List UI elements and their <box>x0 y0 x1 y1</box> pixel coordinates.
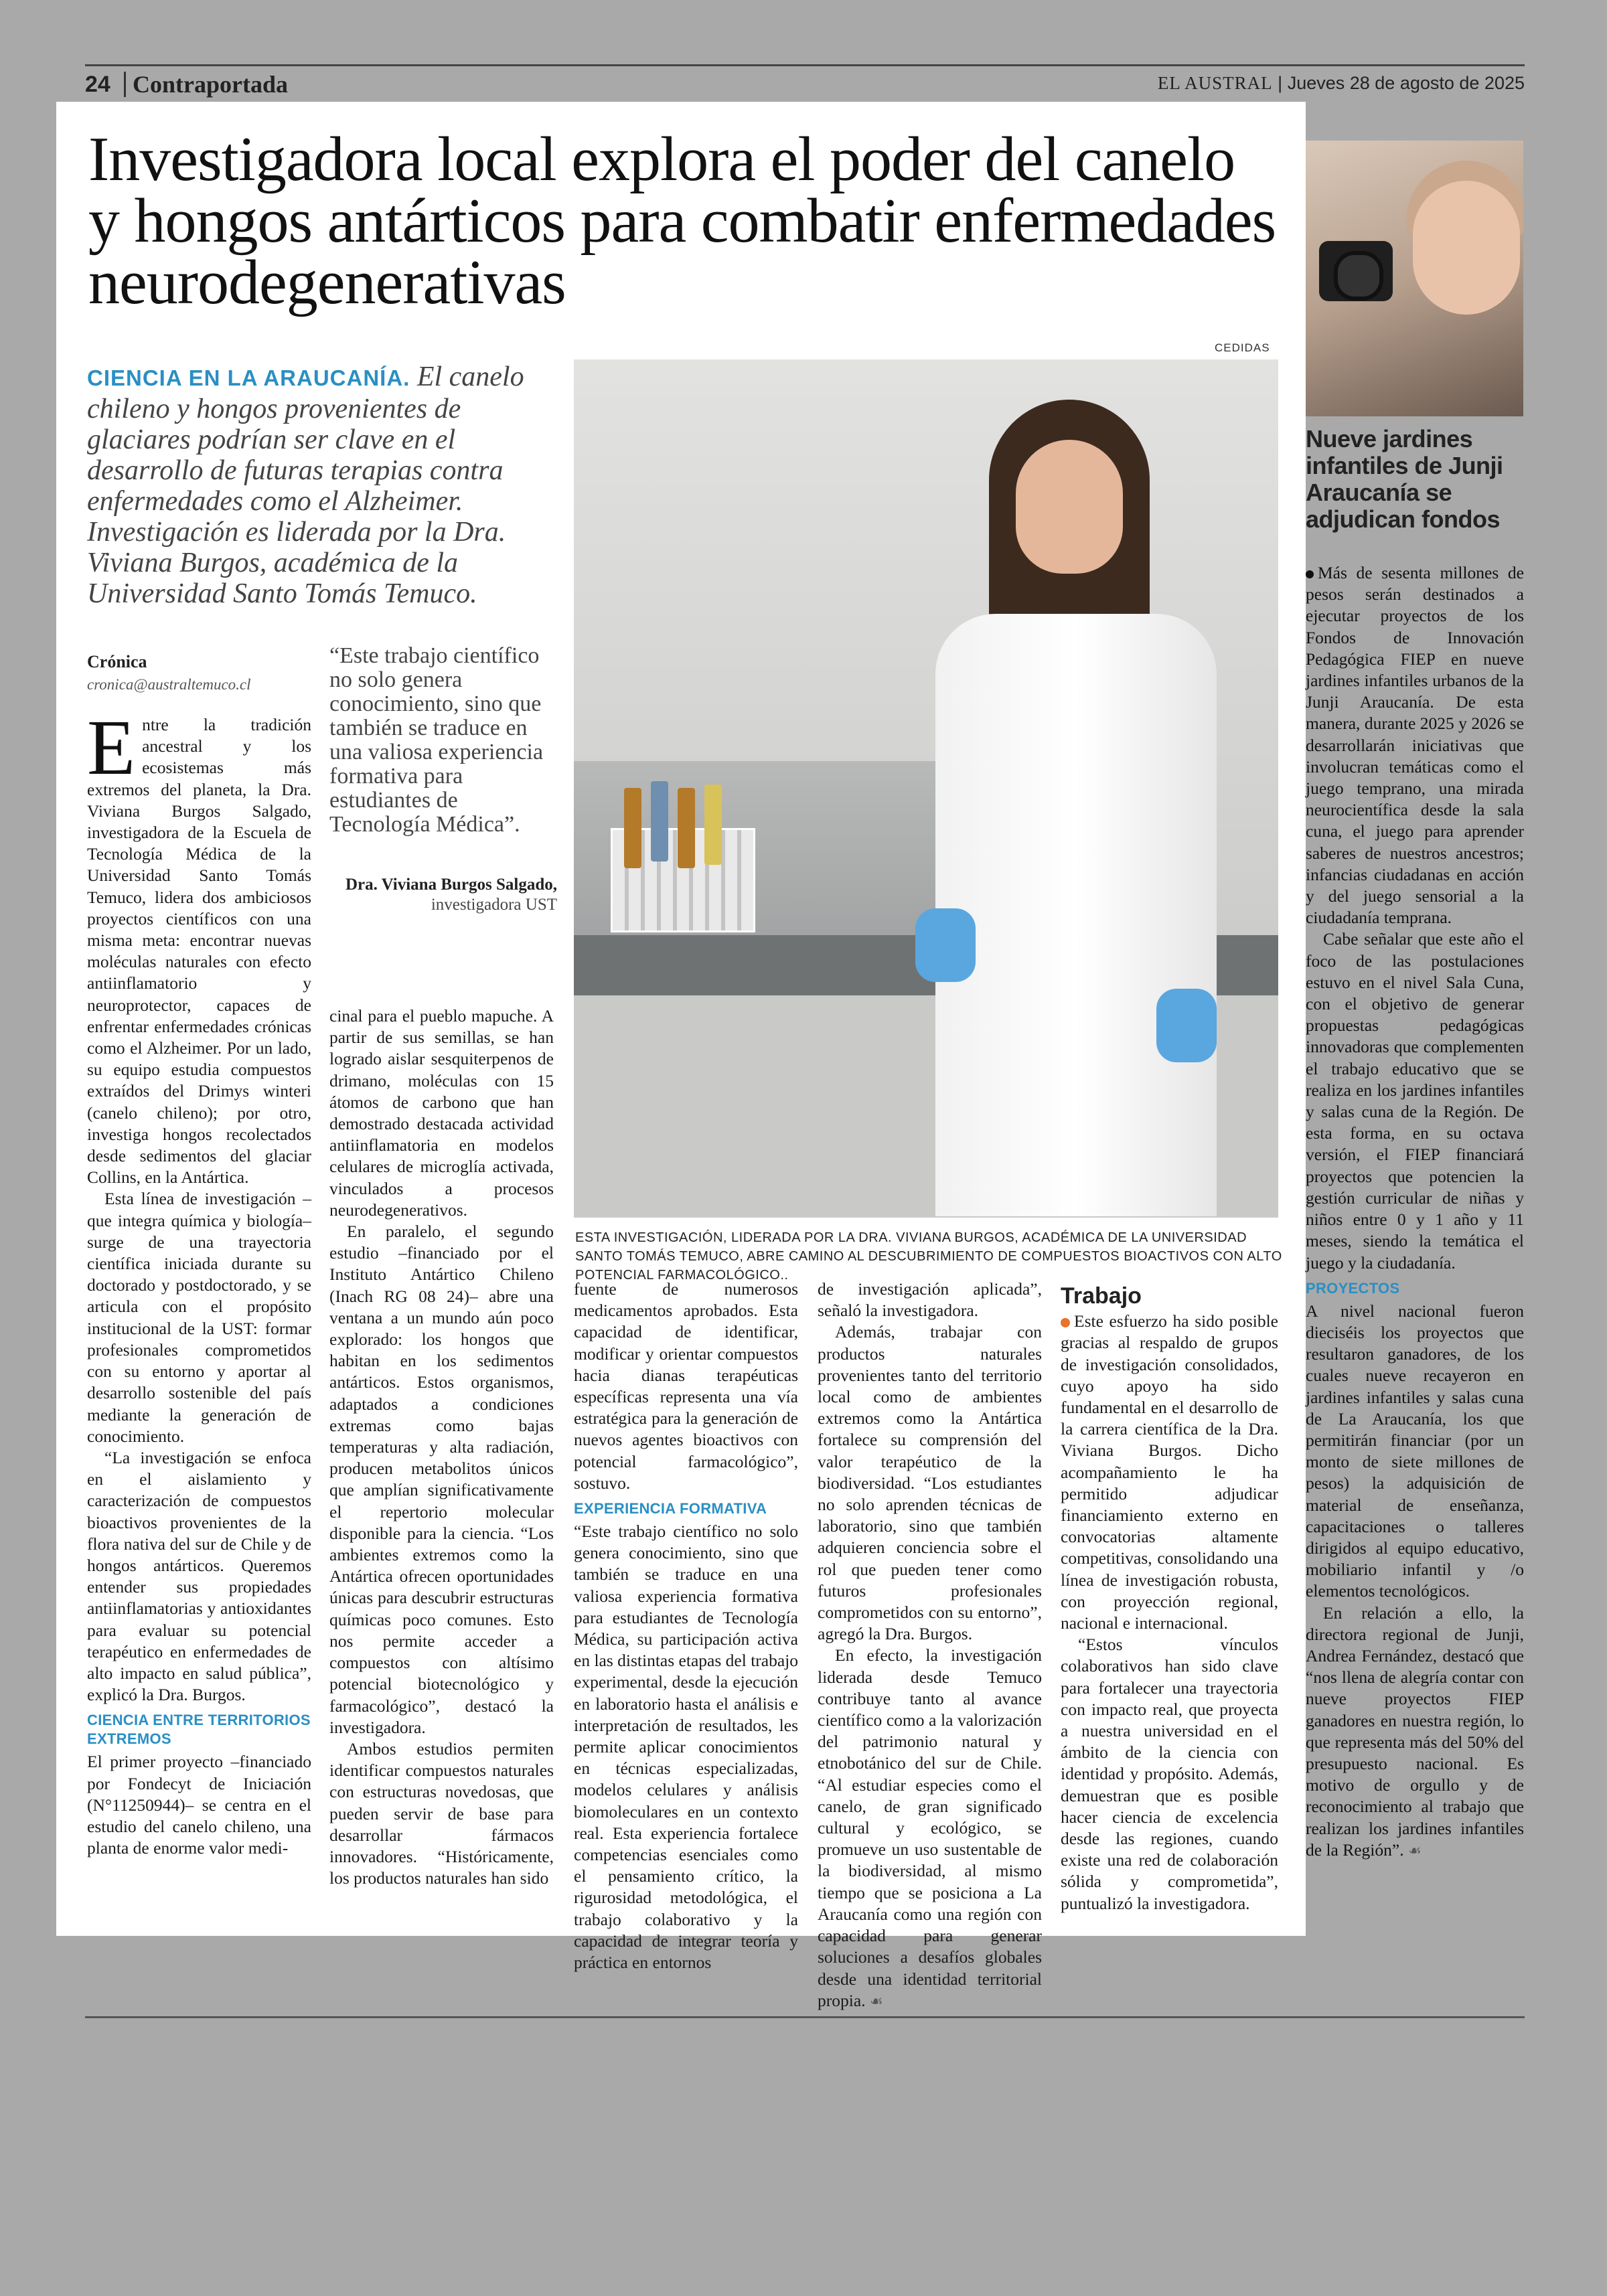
article-paragraph: fuente de numerosos medicamentos aprobados. Esta capacidad de identificar, modificar y orientar compuestos hacia dianas terapéuticas específicas representa una vía estratégica para la generación de nuevos agentes bioactivos con potencial farmacológico”, sostuvo. <box>574 1279 798 1493</box>
paragraph-text: En relación a ello, la directora regional de Junji, Andrea Fernández, destacó que “nos llena de alegría contar con nueve proyectos FIEP ganadores en nuestra región, lo que representa más del 50% del presupuesto nacional. Es motivo de orgullo y de reconocimiento al trabajo que realizan los jardines infantiles de la Región”. <box>1306 1603 1524 1860</box>
photo-researcher <box>935 400 1217 1218</box>
article-paragraph: Esta línea de investigación –que integra química y biología– surge de una trayectoria científica iniciada durante su doctorado y postdoctorado, y se articula con el propósito institucional de la UST: formar profesionales comprometidos con su entorno y aportar al desarrollo sostenible del país mediante la generación de conocimiento. <box>87 1189 311 1446</box>
sidebar-paragraph: Cabe señalar que este año el foco de las postulaciones estuvo en el nivel Sala Cuna, con el objetivo de generar propuestas pedagógicas innovadoras que complementen el trabajo educativo que se realiza en los jardines infantiles y salas cuna de la Región. De esta forma, en su octava versión, el FIEP financiará proyectos que potencien la gestión curricular de niñas y niños entre 0 y 1 año y 11 meses, siendo la temática el juego y la ciudadanía. <box>1306 929 1524 1273</box>
byline-name: Crónica <box>87 652 147 671</box>
paragraph-text: Más de sesenta millones de pesos serán destinados a ejecutar proyectos de los Fondos de Innovación Pedagógica FIEP en nueve jardines infantiles urbanos de la Junji Araucanía. De esta manera, durante 2025 y 2026 se desarrollarán iniciativas que involucran temáticas como el juego temprano, una mirada neurocientífica desde la sala cuna, el juego para aprender saberes de nuestros ancestros; infancias ciudadanas en acción y del juego sensorial a la ciudadanía temprana. <box>1306 563 1524 928</box>
article-paragraph: cinal para el pueblo mapuche. A partir de sus semillas, se han logrado aislar sesquiterpenos de drimano, moléculas con 15 átomos de carbono que han demostrado destacada actividad antiinflamatoria en modelos celulares de microglía activada, vinculados a procesos neurodegenerativos. <box>329 1006 554 1220</box>
newspaper-name: EL AUSTRAL <box>1157 73 1273 93</box>
article-paragraph <box>818 1645 1042 2012</box>
sidebar-subhead-proyectos: PROYECTOS <box>1306 1279 1400 1297</box>
sidebar-paragraph <box>1306 1603 1524 1862</box>
sidebar-paragraph: A nivel nacional fueron dieciséis los proyectos que resultaron ganadores, de los cuales nueve recayeron en jardines infantiles y salas cuna de La Araucanía, los que permitirán financiar (por un monto de siete millones de pesos) la adquisición de material de enseñanza, capacitaciones o talleres dirigidos al equipo educativo, mobiliario infantil y /o elementos tecnológicos. <box>1306 1301 1524 1601</box>
article-paragraph: Ambos estudios permiten identificar compuestos naturales con estructuras novedosas, que pueden servir de base para desarrollar fármacos innovadores. “Históricamente, los productos naturales han sido <box>329 1738 554 1888</box>
subhead-trabajo: Trabajo <box>1061 1283 1142 1309</box>
pull-quote-attribution <box>329 875 557 915</box>
article-column-5 <box>1061 1285 1278 1914</box>
pull-quote: “Este trabajo científico no solo genera conocimiento, sino que también se traduce en una valiosa experiencia formativa para estudiantes de Tecnología Médica”. <box>329 643 544 837</box>
masthead <box>85 64 1525 101</box>
subhead-ciencia-territorios: CIENCIA ENTRE TERRITORIOS EXTREMOS <box>87 1712 311 1748</box>
end-mark-icon: ☙ <box>869 1993 883 2010</box>
photo-lab-coat <box>935 614 1217 1216</box>
sidebar-paragraph <box>1306 562 1524 928</box>
newspaper-info: EL AUSTRAL | Jueves 28 de agosto de 2025 <box>1157 73 1525 93</box>
article-paragraph: “Estos vínculos colaborativos han sido clave para fortalecer una trayectoria con impacto real, que proyecta a nuestra universidad en el ámbito de la ciencia con identidad y propósito. Además, demuestran que es posible hacer ciencia de excelencia desde las regiones, cuando existe una red de colaboración sólida y comprometida”, puntualizó la investigadora. <box>1061 1635 1278 1913</box>
issue-date: Jueves 28 de agosto de 2025 <box>1287 73 1525 93</box>
article-paragraph: de investigación aplicada”, señaló la investigadora. <box>818 1279 1042 1321</box>
paragraph-text: Este esfuerzo ha sido posible gracias al respaldo de grupos de investigación consolidados, cuyo apoyo ha sido fundamental en el desarrollo de la carrera científica de la Dra. Viviana Burgos. Dicho acompañamiento le ha permitido adjudicar financiamiento externo en convocatorias altamente competitivas, consolidando una línea de investigación robusta, con proyección regional, nacional e internacional. <box>1061 1311 1278 1633</box>
end-mark-icon: ☙ <box>1407 1842 1422 1860</box>
photo-tube <box>678 788 695 868</box>
article-photo <box>574 359 1278 1218</box>
drop-cap: E <box>87 704 136 791</box>
article-column-2 <box>329 1005 554 1889</box>
photo-tube <box>704 785 722 865</box>
article-paragraph: Además, trabajar con productos naturales provenientes tanto del territorio local como de ambientes extremos como la Antártica fortalece su comprensión del valor terapéutico de la biodiversidad. “Los estudiantes no solo aprenden técnicas de laboratorio, sino que también adquieren conciencia sobre el rol que pueden tener como futuros profesionales comprometidos con su entorno”, agregó la Dra. Burgos. <box>818 1322 1042 1644</box>
pull-quote-name: Dra. Viviana Burgos Salgado, <box>345 876 557 894</box>
subhead-experiencia-formativa: EXPERIENCIA FORMATIVA <box>574 1500 767 1518</box>
photo-credit: CEDIDAS <box>1215 341 1270 354</box>
sidebar-body <box>1306 562 1524 1862</box>
article-headline: Investigadora local explora el poder del canelo y hongos antárticos para combatir enfermedades neurodegenerativas <box>88 125 1276 317</box>
article-column-3 <box>574 1279 798 1973</box>
page-bottom-rule <box>85 2016 1525 2018</box>
paragraph-text: En efecto, la investigación liderada desde Temuco contribuye tanto al avance científico como a la valorización del patrimonio natural y etnobotánico del sur de Chile. “Al estudiar especies como el canelo, de gran significado cultural y ecológico, se promueve un uso sustentable de la biodiversidad, al mismo tiempo que se posiciona a La Araucanía como una región con capacidad para generar soluciones a desafíos globales desde una identidad territorial propia. <box>818 1645 1042 2010</box>
article-paragraph: “Este trabajo científico no solo genera conocimiento, sino que también se traduce en una valiosa experiencia formativa para estudiantes de Tecnología Médica, su participación activa en las distintas etapas del trabajo experimental, desde la ejecución en laboratorio hasta el análisis e interpretación de resultados, les permite aplicar conocimientos en técnicas especializadas, modelos celulares y análisis biomoleculares en un contexto real. Esta experiencia fortalece competencias esenciales como el pensamiento crítico, la rigurosidad metodológica, el trabajo colaborativo y la capacidad de integrar teoría y práctica en entornos <box>574 1522 798 1973</box>
sidebar-photo-child <box>1413 181 1520 315</box>
article-column-4 <box>818 1279 1042 2013</box>
photo-researcher-face <box>1016 440 1123 574</box>
byline <box>87 652 308 693</box>
lead-text: El canelo chileno y hongos provenientes de glaciares podrían ser clave en el desarrollo de futuras terapias contra enfermedades como el Alzheimer. Investigación es liderada por la Dra. Viviana Burgos, académica de la Universidad Santo Tomás Temuco. <box>87 361 524 609</box>
sidebar-photo <box>1306 141 1523 416</box>
article-paragraph <box>1061 1311 1278 1634</box>
bullet-icon <box>1306 570 1314 578</box>
byline-email: cronica@australtemuco.cl <box>87 676 251 693</box>
lead-kicker: CIENCIA EN LA ARAUCANÍA. <box>87 365 410 390</box>
article-paragraph: El primer proyecto –financiado por Fondecyt de Iniciación (N°11250944)– se centra en el estudio del canelo chileno, una planta de enorme valor medi- <box>87 1752 311 1858</box>
article-paragraph <box>87 704 311 1188</box>
orange-bullet-icon <box>1061 1318 1070 1327</box>
photo-tube <box>651 781 668 862</box>
section-name: Contraportada <box>124 72 288 97</box>
photo-glove <box>915 908 976 982</box>
article-paragraph: En paralelo, el segundo estudio –financiado por el Instituto Antártico Chileno (Inach RG 08 24)– abre una ventana a un mundo aún poco explorado: los hongos que habitan en los sedimentos antárticos. Estos organismos, adaptados a condiciones extremas como bajas temperaturas y alta radiación, producen metabolitos únicos que amplían significativamente el repertorio molecular disponible para la ciencia. “Los ambientes extremos como la Antártica ofrecen oportunidades únicas para descubrir estructuras químicas poco comunes. Esto nos permite acceder a compuestos con altísimo potencial biotecnológico y farmacológico”, destacó la investigadora. <box>329 1222 554 1737</box>
photo-tube <box>624 788 641 868</box>
page-number: 24 <box>85 72 110 97</box>
camera-lens-icon <box>1334 251 1383 301</box>
sidebar-headline: Nueve jardines infantiles de Junji Araucanía se adjudican fondos <box>1306 425 1503 533</box>
article-lead <box>87 361 569 609</box>
main-article-panel <box>56 102 1306 2010</box>
article-column-1 <box>87 704 311 1859</box>
photo-caption: ESTA INVESTIGACIÓN, LIDERADA POR LA DRA. VIVIANA BURGOS, ACADÉMICA DE LA UNIVERSIDAD SANTO TOMÁS TEMUCO, ABRE CAMINO AL DESCUBRIMIENTO DE COMPUESTOS BIOACTIVOS CON ALTO POTENCIAL FARMACOLÓGICO.. <box>575 1230 1282 1283</box>
photo-glove <box>1156 989 1217 1062</box>
article-paragraph: “La investigación se enfoca en el aislamiento y caracterización de compuestos bioactivos provenientes de la flora nativa del sur de Chile y de hongos antárticos. Queremos entender sus propiedades antiinflamatorias y antioxidantes para evaluar su potencial terapéutico en enfermedades de alto impacto en salud pública”, explicó la Dra. Burgos. <box>87 1447 311 1705</box>
paragraph-text: ntre la tradición ancestral y los ecosistemas más extremos del planeta, la Dra. Viviana Burgos Salgado, investigadora de la Escuela de Tecnología Médica de la Universidad Santo Tomás Temuco, lidera dos ambiciosos proyectos científicos con una misma meta: encontrar nuevas moléculas naturales con efecto antiinflamatorio y neuroprotector, capaces de enfrentar enfermedades crónicas como el Alzheimer. Por un lado, su equipo estudia compuestos extraídos del Drimys winteri (canelo chileno); por otro, investiga hongos recolectados desde sedimentos del glaciar Collins, en la Antártica. <box>87 715 311 1187</box>
pull-quote-role: investigadora UST <box>431 896 557 914</box>
